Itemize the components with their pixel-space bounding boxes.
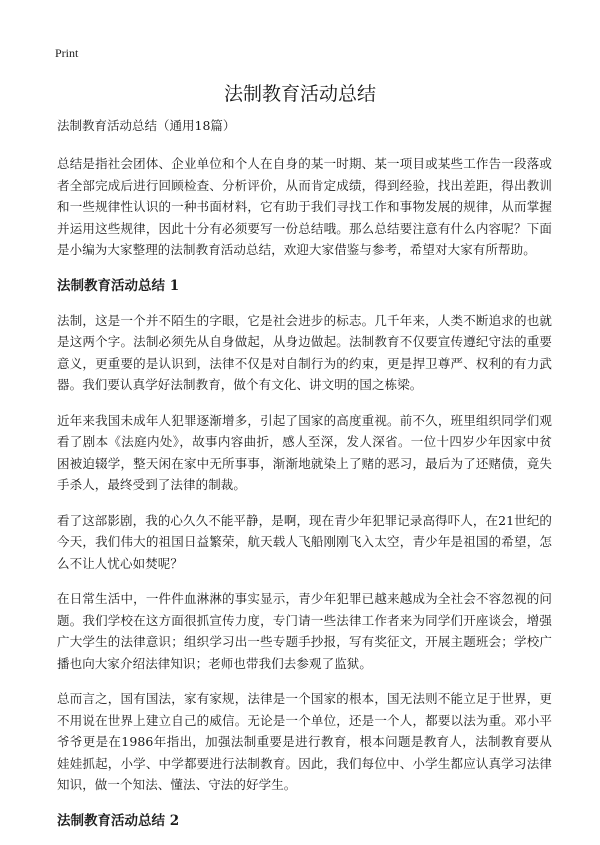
- section-1-paragraph-1: 法制，这是一个并不陌生的字眼，它是社会进步的标志。几千年来，人类不断追求的也就是这两个字。法制必须先从自身做起，从身边做起。法制教育不仅要宣传遵纪守法的重要意义，更重要的是认识到，法律不仅是对自制行为的约束，更是捍卫尊严、权利的有力武器。我们要认真学好法制教育，做个有文化、讲文明的国之栋梁。: [57, 312, 552, 392]
- section-1-paragraph-3: 看了这部影剧，我的心久久不能平静，是啊，现在青少年犯罪记录高得吓人，在21世纪的今天，我们伟大的祖国日益繁荣，航天载人飞船刚刚飞入太空，青少年是祖国的希望，怎么不让人忧心如焚呢？: [57, 512, 552, 571]
- document-subtitle: 法制教育活动总结（通用18篇）: [57, 118, 236, 133]
- document-title: 法制教育活动总结: [223, 83, 376, 105]
- intro-paragraph: 总结是指社会团体、企业单位和个人在自身的某一时期、某一项目或某些工作告一段落或者全部完成后进行回顾检查、分析评价，从而肯定成绩，得到经验，找出差距，得出教训和一些规律性认识的一种书面材料，它有助于我们寻找工作和事物发展的规律，从而掌握并运用这些规律，因此十分有必须要写一份总结哦。那么总结要注意有什么内容呢？下面是小编为大家整理的法制教育活动总结，欢迎大家借鉴与参考，希望对大家有所帮助。: [57, 156, 552, 257]
- section-1-paragraph-5: 总而言之，国有国法，家有家规，法律是一个国家的根本，国无法则不能立足于世界，更不用说在世界上建立自己的威信。无论是一个单位，还是一个人，都要以法为重。邓小平爷爷更是在1986年指出，加强法制重要是进行教育，根本问题是教育人，法制教育要从娃娃抓起，小学、中学都要进行法制教育。因此，我们每位中、小学生都应认真学习法律知识，做一个知法、懂法、守法的好学生。: [57, 691, 552, 792]
- print-link[interactable]: Print: [55, 46, 79, 60]
- section-1-heading: 法制教育活动总结 1: [57, 277, 180, 294]
- section-2-heading: 法制教育活动总结 2: [57, 812, 180, 829]
- document-body: [57, 115, 552, 845]
- section-1-paragraph-2: 近年来我国未成年人犯罪逐渐增多，引起了国家的高度重视。前不久，班里组织同学们观看了剧本《法庭内处》，故事内容曲折，感人至深，发人深省。一位十四岁少年因家中贫困被迫辍学，整天闲在家中无所事事，渐渐地就染上了赌的恶习，最后为了还赌债，竟失手杀人，最终受到了法律的制裁。: [57, 412, 552, 492]
- section-1-paragraph-4: 在日常生活中，一件件血淋淋的事实显示，青少年犯罪已越来越成为全社会不容忽视的问题。我们学校在这方面很抓宣传力度，专门请一些法律工作者来为同学们开座谈会，增强广大学生的法律意识；组织学习出一些专题手抄报，写有奖征文，开展主题班会；学校广播也向大家介绍法律知识；老师也带我们去参观了监狱。: [57, 591, 552, 671]
